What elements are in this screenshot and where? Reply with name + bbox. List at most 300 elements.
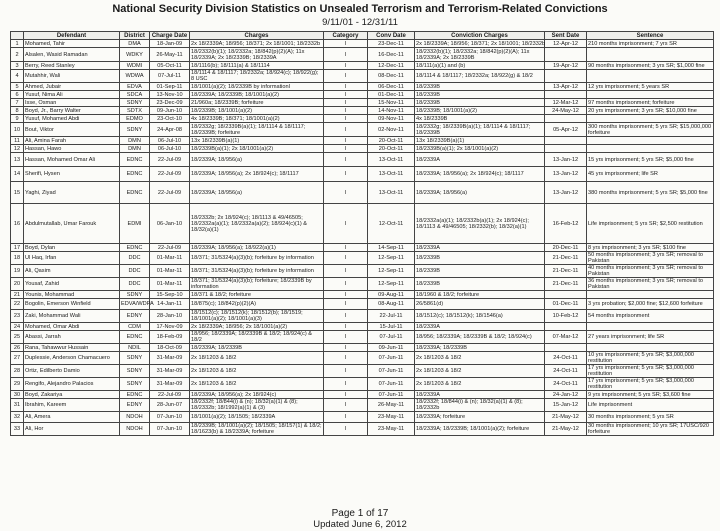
conviction-charges-cell: 18/2339A; 18/2339B; 18/1001(a)(2); forfeiture — [415, 423, 545, 436]
conviction-charges-cell: 18/2339B — [415, 252, 545, 265]
row-number: 3 — [11, 62, 24, 70]
defendant-cell: Hassan, Hawo — [24, 145, 120, 153]
sentence-cell — [587, 70, 714, 83]
sentence-cell: 17 yrs imprisonment; 5 yrs SR; $3,000,000 restitution — [587, 365, 714, 378]
table-row — [11, 182, 714, 204]
district-cell: SDNY — [120, 365, 150, 378]
district-cell: EDNC — [120, 391, 150, 399]
district-cell: EDVA — [120, 83, 150, 91]
conviction-date-cell: 01-Dec-11 — [368, 91, 415, 99]
conviction-date-cell: 12-Dec-11 — [368, 62, 415, 70]
conviction-charges-cell: 18/2339B(a)(1); 2x 18/1001(a)(2) — [415, 145, 545, 153]
conviction-charges-cell: 18/2339B; 18/1001(a)(2) — [415, 107, 545, 115]
category-cell: I — [324, 265, 368, 278]
district-cell: EDNY — [120, 310, 150, 323]
table-body — [11, 40, 714, 436]
conviction-charges-cell: 2x 18/1203 & 18/2 — [415, 365, 545, 378]
category-cell: I — [324, 182, 368, 204]
sentence-cell: 20 yrs imprisonment; 3 yrs SR; $10,000 fine — [587, 107, 714, 115]
defendant-cell: Yusuf, Nima Ali — [24, 91, 120, 99]
conviction-date-cell: 07-Jul-11 — [368, 331, 415, 344]
table-row — [11, 344, 714, 352]
row-number: 25 — [11, 331, 24, 344]
column-header: Category — [324, 32, 368, 40]
category-cell: I — [324, 167, 368, 182]
district-cell: SDNY — [120, 291, 150, 299]
district-cell: SDNY — [120, 352, 150, 365]
district-cell: WDKY — [120, 48, 150, 62]
charge-date-cell: 06-Jan-10 — [150, 204, 190, 244]
charge-date-cell: 26-May-11 — [150, 48, 190, 62]
page-number: Page 1 of 17 — [331, 508, 389, 519]
sentence-date-cell: 24-Oct-11 — [545, 365, 587, 378]
sentence-date-cell: 24-Jan-12 — [545, 391, 587, 399]
conviction-charges-cell: 18/2339B — [415, 83, 545, 91]
charges-cell: 18/371; 31/5324(a)(3)(b); forfeiture by information — [190, 252, 324, 265]
charges-cell: 18/2339A; 18/956(a); 18/922(a)(1) — [190, 244, 324, 252]
conviction-charges-cell: 18/2339A; 18/956(a) — [415, 182, 545, 204]
charges-cell: 18/1512(c); 18/1512(k); 18/1512(b); 18/1519; 18/1001(a)(2); 18/1001(a)(3) — [190, 310, 324, 323]
row-number: 29 — [11, 378, 24, 391]
sentence-cell — [587, 137, 714, 145]
district-cell: WDWA — [120, 70, 150, 83]
table-row — [11, 40, 714, 48]
sentence-cell: 54 months imprisonment — [587, 310, 714, 323]
charges-cell: 18/2339A; 18/956(a); 2x 18/924(c); 18/1117 — [190, 167, 324, 182]
table-row — [11, 123, 714, 137]
defendant-cell: Younis, Mohammad — [24, 291, 120, 299]
sentence-date-cell — [545, 91, 587, 99]
table-row — [11, 99, 714, 107]
charges-cell: 21/960a; 18/2339B; forfeiture — [190, 99, 324, 107]
sentence-cell: Life imprisonment — [587, 399, 714, 412]
district-cell: EDVA/WDPA — [120, 299, 150, 310]
defendant-cell: Hassan, Mohamed Omar Ali — [24, 153, 120, 167]
defendant-cell: Rana, Tahawwur Hussain — [24, 344, 120, 352]
sentence-cell: 3 yrs probation; $2,000 fine; $12,600 forfeiture — [587, 299, 714, 310]
conviction-charges-cell: 18/2339A — [415, 244, 545, 252]
charges-cell: 18/2339A; 18/956(a) — [190, 153, 324, 167]
district-cell: SDNY — [120, 99, 150, 107]
charges-cell: 18/956; 18/2339A; 18/2339B & 18/2; 18/924(c) & 18/2 — [190, 331, 324, 344]
conviction-charges-cell: 4x 18/2339B — [415, 115, 545, 123]
row-number: 31 — [11, 399, 24, 412]
row-number: 1 — [11, 40, 24, 48]
sentence-cell: 30 months imprisonment; 5 yrs SR — [587, 412, 714, 423]
charges-cell: 2x 18/2339A; 18/956; 18/371; 2x 18/1001; 18/2332b — [190, 40, 324, 48]
row-number: 24 — [11, 323, 24, 331]
sentence-cell: 300 months imprisonment; 5 yrs SR; $15,000,000 forfeiture — [587, 123, 714, 137]
sentence-date-cell: 24-Oct-11 — [545, 352, 587, 365]
table-row — [11, 423, 714, 436]
sentence-cell — [587, 115, 714, 123]
district-cell: WDMI — [120, 62, 150, 70]
table-row — [11, 115, 714, 123]
category-cell: I — [324, 83, 368, 91]
category-cell: I — [324, 391, 368, 399]
row-number: 5 — [11, 83, 24, 91]
district-cell: EDMI — [120, 204, 150, 244]
sentence-date-cell: 07-Mar-12 — [545, 331, 587, 344]
conviction-date-cell: 07-Jun-11 — [368, 352, 415, 365]
category-cell: I — [324, 99, 368, 107]
row-number: 8 — [11, 107, 24, 115]
sentence-date-cell — [545, 70, 587, 83]
table-row — [11, 331, 714, 344]
charges-cell: 18/1001(a)(2); 18/2339B by informationl — [190, 83, 324, 91]
sentence-cell: 380 months imprisonment; 5 yrs SR; $5,000 fine — [587, 182, 714, 204]
sentence-cell: Life imprisonment; 5 yrs SR; $2,500 restitution — [587, 204, 714, 244]
sentence-cell: 8 yrs imprisonment; 3 yrs SR; $100 fine — [587, 244, 714, 252]
row-number: 30 — [11, 391, 24, 399]
district-cell: EDMO — [120, 115, 150, 123]
charge-date-cell: 22-Jul-09 — [150, 244, 190, 252]
row-number: 10 — [11, 123, 24, 137]
sentence-date-cell — [545, 115, 587, 123]
defendant-cell: Zaki, Mohammad Wali — [24, 310, 120, 323]
charges-cell: 18/2332(b)(1); 18/2332a; 18/842(p)(2)(A); 11x 18/2339A; 2x 18/2339B; 18/2339A — [190, 48, 324, 62]
charge-date-cell: 23-Oct-10 — [150, 115, 190, 123]
charges-cell: 18/2339B; 18/1001(a)(2) — [190, 107, 324, 115]
row-number: 18 — [11, 252, 24, 265]
charges-cell: 18/2339A; 18/956(a); 2x 18/924(c) — [190, 391, 324, 399]
conviction-date-cell: 07-Jun-11 — [368, 391, 415, 399]
charges-cell: 18/2332f; 18/844(i) & (n); 18/32(a)(1) & (8); 18/2332b; 18/1992(a)(1) & (3) — [190, 399, 324, 412]
charge-date-cell: 18-Oct-09 — [150, 344, 190, 352]
sentence-cell: 210 months imprisonment; 7 yrs SR — [587, 40, 714, 48]
district-cell: EDNC — [120, 167, 150, 182]
sentence-date-cell — [545, 145, 587, 153]
charge-date-cell: 18-Feb-09 — [150, 331, 190, 344]
sentence-date-cell: 01-Dec-11 — [545, 299, 587, 310]
conviction-charges-cell: 18/2339A — [415, 323, 545, 331]
conviction-date-cell: 09-Jun-11 — [368, 344, 415, 352]
charges-cell: 18/2339A; 18/2339B; 18/1001(a)(2) — [190, 91, 324, 99]
sentence-cell: 45 yrs imprisonment; life SR — [587, 167, 714, 182]
sentence-date-cell — [545, 137, 587, 145]
defendant-cell: Boyd, Dylan — [24, 244, 120, 252]
row-number: 23 — [11, 310, 24, 323]
conviction-date-cell: 08-Dec-11 — [368, 70, 415, 83]
conviction-date-cell: 07-Jun-11 — [368, 378, 415, 391]
charge-date-cell: 18-Jan-09 — [150, 40, 190, 48]
charges-cell: 2x 18/1203 & 18/2 — [190, 352, 324, 365]
defendant-cell: Mohamed, Omar Abdi — [24, 323, 120, 331]
conviction-date-cell: 14-Nov-11 — [368, 107, 415, 115]
conviction-charges-cell: 18/2332a(a)(1); 18/2332b(a)(1); 2x 18/924(c); 18/1113 & 49/46505; 18/2332(b); 18/32(a)(1) — [415, 204, 545, 244]
charges-cell: 18/2339A; 18/2339B — [190, 344, 324, 352]
sentence-cell — [587, 91, 714, 99]
defendant-cell: Duplessie, Anderson Chamacuero — [24, 352, 120, 365]
category-cell: I — [324, 331, 368, 344]
charge-date-cell: 28-Jun-07 — [150, 399, 190, 412]
charge-date-cell: 22-Jul-09 — [150, 167, 190, 182]
charge-date-cell: 31-Mar-09 — [150, 365, 190, 378]
defendant-cell: Ortiz, Edilberto Damio — [24, 365, 120, 378]
row-number: 22 — [11, 299, 24, 310]
charge-date-cell: 17-Nov-09 — [150, 323, 190, 331]
defendant-cell: Ali, Hor — [24, 423, 120, 436]
sentence-cell: 15 yrs imprisonment; 5 yrs SR; $5,000 fine — [587, 153, 714, 167]
conviction-date-cell: 12-Oct-11 — [368, 204, 415, 244]
row-number: 27 — [11, 352, 24, 365]
sentence-date-cell: 21-Dec-11 — [545, 278, 587, 291]
column-header: Defendant — [24, 32, 120, 40]
table-row — [11, 62, 714, 70]
conviction-charges-cell: 18/2339A — [415, 391, 545, 399]
charge-date-cell: 14-Jan-11 — [150, 299, 190, 310]
sentence-cell: 10 yrs imprisonment; 5 yrs SR; $3,000,000 restitution — [587, 352, 714, 365]
sentence-date-cell: 13-Jan-12 — [545, 153, 587, 167]
convictions-table — [10, 31, 714, 436]
sentence-date-cell: 16-Feb-12 — [545, 204, 587, 244]
sentence-date-cell: 21-May-12 — [545, 423, 587, 436]
district-cell: DDC — [120, 265, 150, 278]
table-row — [11, 412, 714, 423]
sentence-date-cell: 21-Dec-11 — [545, 265, 587, 278]
sentence-date-cell: 10-Feb-12 — [545, 310, 587, 323]
row-number: 4 — [11, 70, 24, 83]
row-number: 32 — [11, 412, 24, 423]
conviction-date-cell: 15-Jul-11 — [368, 323, 415, 331]
conviction-charges-cell: 18/111(a)(1) and (b) — [415, 62, 545, 70]
defendant-cell: Abdulmutallab, Umar Farouk — [24, 204, 120, 244]
row-number: 19 — [11, 265, 24, 278]
row-number: 26 — [11, 344, 24, 352]
charge-date-cell: 01-Mar-11 — [150, 265, 190, 278]
charge-date-cell: 06-Jul-10 — [150, 145, 190, 153]
table-row — [11, 48, 714, 62]
conviction-date-cell: 07-Jun-11 — [368, 365, 415, 378]
table-row — [11, 323, 714, 331]
category-cell: I — [324, 278, 368, 291]
conviction-charges-cell: 18/1960 & 18/2; forfeiture — [415, 291, 545, 299]
charge-date-cell: 22-Jul-09 — [150, 391, 190, 399]
conviction-date-cell: 20-Oct-11 — [368, 137, 415, 145]
sentence-cell: 30 months imprisonment; 10 yrs SR; 17USC/920 forfeiture — [587, 423, 714, 436]
table-header-row — [11, 32, 714, 40]
category-cell: I — [324, 70, 368, 83]
charges-cell: 18/371; 31/5324(a)(3)(b); forfeiture by information — [190, 265, 324, 278]
conviction-charges-cell: 18/2332g; 18/2339B(a)(1); 18/1114 & 18/1117; 18/2339B — [415, 123, 545, 137]
category-cell: I — [324, 252, 368, 265]
sentence-date-cell: 19-Apr-12 — [545, 62, 587, 70]
column-header: Sent Date — [545, 32, 587, 40]
charges-cell: 18/371; 31/5324(a)(3)(b); forfeiture; 18/2339B by information — [190, 278, 324, 291]
district-cell: EDNC — [120, 244, 150, 252]
category-cell: I — [324, 412, 368, 423]
defendant-cell: Mohamed, Tahir — [24, 40, 120, 48]
conviction-date-cell: 13-Oct-11 — [368, 182, 415, 204]
sentence-cell — [587, 145, 714, 153]
defendant-cell: Yousaf, Zahid — [24, 278, 120, 291]
conviction-charges-cell: 26/5861(d) — [415, 299, 545, 310]
sentence-date-cell: 13-Jan-12 — [545, 167, 587, 182]
table-row — [11, 83, 714, 91]
defendant-cell: Abassi, Jarrah — [24, 331, 120, 344]
charge-date-cell: 23-Dec-09 — [150, 99, 190, 107]
defendant-cell: Ali, Qasim — [24, 265, 120, 278]
conviction-date-cell: 23-May-11 — [368, 423, 415, 436]
sentence-cell — [587, 344, 714, 352]
table-row — [11, 310, 714, 323]
defendant-cell: Ahmed, Jubair — [24, 83, 120, 91]
sentence-cell: 97 months imprisonment; forfeiture — [587, 99, 714, 107]
column-header: Charge Date — [150, 32, 190, 40]
row-number: 9 — [11, 115, 24, 123]
conviction-charges-cell: 18/2339A — [415, 153, 545, 167]
charges-cell: 13x 18/2339B(a)(1) — [190, 137, 324, 145]
category-cell: I — [324, 323, 368, 331]
conviction-date-cell: 13-Oct-11 — [368, 167, 415, 182]
category-cell: I — [324, 40, 368, 48]
conviction-date-cell: 15-Nov-11 — [368, 99, 415, 107]
row-number: 15 — [11, 182, 24, 204]
sentence-date-cell: 24-Oct-11 — [545, 378, 587, 391]
defendant-cell: Bout, Viktor — [24, 123, 120, 137]
defendant-cell: Ali, Amera — [24, 412, 120, 423]
charges-cell: 18/2332b; 2x 18/924(c); 18/1113 & 49/46505; 18/2332a(a)(1); 18/2332a(a)(2); 18/924(c)(1) & 18/32(a)(1) — [190, 204, 324, 244]
sentence-cell: 90 months imprisonment; 3 yrs SR; $1,000 fine — [587, 62, 714, 70]
conviction-date-cell: 23-May-11 — [368, 412, 415, 423]
row-number: 20 — [11, 278, 24, 291]
district-cell: DDC — [120, 252, 150, 265]
category-cell: I — [324, 291, 368, 299]
defendant-cell: Berry, Reed Stanley — [24, 62, 120, 70]
category-cell: I — [324, 48, 368, 62]
conviction-charges-cell: 18/1114 & 18/1117; 18/2332a; 18/922(g) & 18/2 — [415, 70, 545, 83]
conviction-date-cell: 12-Sep-11 — [368, 265, 415, 278]
charges-cell: 18/1116(b); 18/111(a) & 18/1114 — [190, 62, 324, 70]
charge-date-cell: 01-Mar-11 — [150, 252, 190, 265]
table-row — [11, 265, 714, 278]
category-cell: I — [324, 91, 368, 99]
district-cell: CDM — [120, 323, 150, 331]
column-header — [11, 32, 24, 40]
conviction-date-cell: 16-Dec-11 — [368, 48, 415, 62]
category-cell: I — [324, 310, 368, 323]
conviction-date-cell: 06-Dec-11 — [368, 83, 415, 91]
charges-cell: 2x 18/1203 & 18/2 — [190, 365, 324, 378]
defendant-cell: Ibrahim, Kareem — [24, 399, 120, 412]
conviction-charges-cell: 18/2339B — [415, 278, 545, 291]
sentence-cell: 50 months imprisonment; 3 yrs SR; removal to Pakistan — [587, 252, 714, 265]
sentence-date-cell: 24-May-12 — [545, 107, 587, 115]
charge-date-cell: 06-Jul-10 — [150, 137, 190, 145]
column-header: District — [120, 32, 150, 40]
district-cell: EDNY — [120, 399, 150, 412]
sentence-date-cell: 13-Apr-12 — [545, 83, 587, 91]
sentence-date-cell: 20-Dec-11 — [545, 244, 587, 252]
defendant-cell: Rengifo, Alejandro Palacios — [24, 378, 120, 391]
conviction-date-cell: 02-Nov-11 — [368, 123, 415, 137]
charges-cell: 18/1114 & 18/1117; 18/2332a; 18/924(c); 18/922(g); 8 USC — [190, 70, 324, 83]
table-row — [11, 204, 714, 244]
conviction-date-cell: 23-Dec-11 — [368, 40, 415, 48]
document-subtitle: 9/11/01 - 12/31/11 — [322, 17, 398, 28]
category-cell: I — [324, 62, 368, 70]
table-row — [11, 391, 714, 399]
charge-date-cell: 31-Mar-09 — [150, 378, 190, 391]
category-cell: I — [324, 107, 368, 115]
conviction-charges-cell: 13x 18/2339B(a)(1) — [415, 137, 545, 145]
sentence-date-cell: 21-May-12 — [545, 412, 587, 423]
row-number: 17 — [11, 244, 24, 252]
conviction-charges-cell: 18/1512(c); 18/1512(k); 18/1546(a) — [415, 310, 545, 323]
category-cell: I — [324, 244, 368, 252]
sentence-cell: 27 years imprisonment; life SR — [587, 331, 714, 344]
charge-date-cell: 01-Mar-11 — [150, 278, 190, 291]
conviction-charges-cell: 2x 18/1203 & 18/2 — [415, 378, 545, 391]
row-number: 6 — [11, 91, 24, 99]
conviction-charges-cell: 2x 18/2339A; 18/956; 18/371; 2x 18/1001; 18/2332b — [416, 40, 546, 47]
charge-date-cell: 24-Apr-08 — [150, 123, 190, 137]
charges-cell: 18/2339B(a)(1); 2x 18/1001(a)(2) — [190, 145, 324, 153]
sentence-cell: 36 months imprisonment; 3 yrs SR; removal to Pakistan — [587, 278, 714, 291]
row-number: 11 — [11, 137, 24, 145]
sentence-cell — [587, 291, 714, 299]
district-cell: DDC — [120, 278, 150, 291]
row-number: 13 — [11, 153, 24, 167]
sentence-cell — [587, 48, 714, 62]
category-cell: I — [324, 399, 368, 412]
table-row — [11, 399, 714, 412]
category-cell: I — [324, 137, 368, 145]
district-cell: EDNC — [120, 331, 150, 344]
charges-cell: 18/1001(a)(2); 18/1505; 18/2339A — [190, 412, 324, 423]
charges-cell: 2x 18/1203 & 18/2 — [190, 378, 324, 391]
table-row — [11, 137, 714, 145]
column-header: Conv Date — [368, 32, 415, 40]
table-row — [11, 252, 714, 265]
district-cell: SDNY — [120, 123, 150, 137]
sentence-date-cell — [545, 48, 587, 62]
table-row — [11, 145, 714, 153]
row-number: 14 — [11, 167, 24, 182]
conviction-date-cell: 09-Aug-11 — [368, 291, 415, 299]
category-cell: I — [324, 352, 368, 365]
district-cell: SDTX — [120, 107, 150, 115]
conviction-date-cell: 12-Sep-11 — [368, 278, 415, 291]
sentence-cell: 12 yrs imprisonment; 5 years SR — [587, 83, 714, 91]
district-cell: DMN — [120, 137, 150, 145]
conviction-date-cell: 08-Aug-11 — [368, 299, 415, 310]
row-number: 7 — [11, 99, 24, 107]
charge-date-cell: 22-Jul-09 — [150, 153, 190, 167]
table-row — [11, 167, 714, 182]
charges-cell: 18/2339B; 18/1001(a)(2); 18/1505; 18/157(1) & 18/2; 18/1623(b) & 18/2339A; forfeiture — [191, 423, 322, 435]
row-number: 16 — [11, 204, 24, 244]
sentence-date-cell — [545, 291, 587, 299]
charges-cell: 18/371 & 18/2; forfeiture — [190, 291, 324, 299]
sentence-date-cell — [545, 344, 587, 352]
defendant-cell: Ul Haq, Irfan — [24, 252, 120, 265]
sentence-date-cell: 13-Jan-12 — [545, 182, 587, 204]
charges-cell: 18/875(c); 18/842(p)(2)(A) — [190, 299, 324, 310]
sentence-date-cell: 12-Apr-12 — [545, 40, 587, 48]
conviction-date-cell: 26-May-11 — [368, 399, 415, 412]
defendant-cell: Isse, Osman — [24, 99, 120, 107]
district-cell: EDNC — [120, 153, 150, 167]
district-cell: EDNC — [120, 182, 150, 204]
defendant-cell: Boyd, Zakariya — [24, 391, 120, 399]
conviction-date-cell: 20-Oct-11 — [368, 145, 415, 153]
sentence-date-cell: 21-Dec-11 — [545, 252, 587, 265]
column-header: Sentence — [587, 32, 714, 40]
row-number: 33 — [11, 423, 24, 436]
table-row — [11, 70, 714, 83]
table-row — [11, 352, 714, 365]
